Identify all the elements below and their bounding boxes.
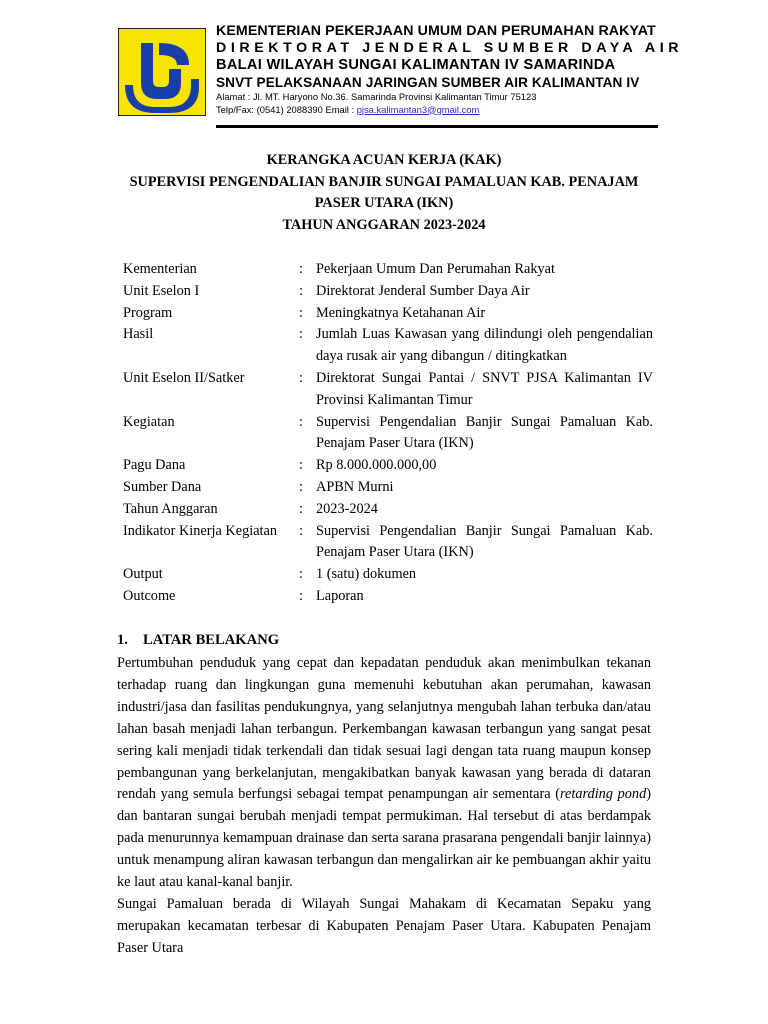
info-value: 1 (satu) dokumen bbox=[316, 566, 417, 583]
info-colon: : bbox=[299, 326, 303, 343]
paragraph-1-part-b: ) dan bantaran sungai berubah menjadi tempat permukiman. Hal tersebut di atas berdampak pada menurunnya kemampuan drainase dan serta sarana prasarana pengendali banjir lainnya) untuk menampung aliran kawasan terbangun dan mengalirkan air ke pembuangan akhir yaitu ke laut atau kanal-kanal banjir. bbox=[117, 786, 651, 891]
info-colon: : bbox=[299, 413, 303, 430]
info-row bbox=[123, 521, 653, 565]
info-key: Pagu Dana bbox=[123, 457, 186, 474]
info-key: Sumber Dana bbox=[123, 478, 202, 495]
section-body bbox=[117, 653, 651, 960]
info-key: Hasil bbox=[123, 326, 154, 343]
info-row bbox=[123, 303, 653, 325]
info-value: 2023-2024 bbox=[316, 500, 378, 517]
info-row bbox=[123, 281, 653, 303]
info-colon: : bbox=[299, 500, 303, 517]
info-key: Program bbox=[123, 304, 173, 321]
info-value: Laporan bbox=[316, 587, 364, 604]
info-colon: : bbox=[299, 369, 303, 386]
ministry-logo bbox=[118, 28, 206, 116]
info-key: Kegiatan bbox=[123, 413, 175, 430]
paragraph-1-part-a: Pertumbuhan penduduk yang cepat dan kepadatan penduduk akan menimbulkan tekanan terhadap ruang dan lingkungan guna memenuhi kebutuhan akan perumahan, kawasan industri/jasa dan fasilitas pendukungnya, yang selanjutnya mengubah lahan terbuka dan/atau lahan basah menjadi lahan terbangun. Perkembangan kawasan terbangun yang sangat pesat sering kali menjadi tidak terkendali dan tidak sesuai lagi dengan tata ruang maupun konsep pembangunan yang berkelanjutan, mengakibatkan banyak kawasan yang berada di dataran rendah yang semula berfungsi sebagai tempat penampungan air sementara ( bbox=[117, 655, 651, 803]
letterhead-email-link[interactable]: pjsa.kalimantan3@gmail.com bbox=[356, 103, 480, 115]
letterhead-divider bbox=[216, 125, 658, 128]
info-value: Supervisi Pengendalian Banjir Sungai Pamaluan Kab. Penajam Paser Utara (IKN) bbox=[316, 413, 653, 452]
info-row bbox=[123, 259, 653, 281]
info-row bbox=[123, 586, 653, 608]
info-value: Jumlah Luas Kawasan yang dilindungi oleh pengendalian daya rusak air yang dibangun / ditingkatkan bbox=[316, 326, 653, 365]
letterhead-balai: BALAI WILAYAH SUNGAI KALIMANTAN IV SAMARINDA bbox=[216, 57, 616, 73]
pu-logo-icon bbox=[119, 29, 205, 115]
title-line-3: PASER UTARA (IKN) bbox=[314, 195, 454, 211]
letterhead bbox=[112, 16, 684, 128]
info-colon: : bbox=[299, 566, 303, 583]
letterhead-ministry: KEMENTERIAN PEKERJAAN UMUM DAN PERUMAHAN RAKYAT bbox=[216, 23, 656, 39]
title-line-2: SUPERVISI PENGENDALIAN BANJIR SUNGAI PAMALUAN KAB. PENAJAM bbox=[129, 173, 639, 190]
info-value: Supervisi Pengendalian Banjir Sungai Pamaluan Kab. Penajam Paser Utara (IKN) bbox=[316, 522, 653, 561]
title-line-1: KERANGKA ACUAN KERJA (KAK) bbox=[266, 152, 502, 168]
info-value: Direktorat Sungai Pantai / SNVT PJSA Kalimantan IV Provinsi Kalimantan Timur bbox=[316, 369, 653, 408]
info-key: Indikator Kinerja Kegiatan bbox=[123, 522, 278, 539]
info-row bbox=[123, 477, 653, 499]
info-row bbox=[123, 324, 653, 368]
info-key: Output bbox=[123, 566, 163, 583]
letterhead-address: Alamat : Jl. MT. Haryono No.36. Samarinda Provinsi Kalimantan Timur 75123 bbox=[216, 91, 537, 102]
document-title bbox=[100, 150, 668, 236]
info-table bbox=[123, 259, 653, 608]
paragraph-1 bbox=[117, 653, 651, 894]
info-colon: : bbox=[299, 304, 303, 321]
info-value: Meningkatnya Ketahanan Air bbox=[316, 304, 486, 321]
section-heading bbox=[117, 629, 279, 651]
letterhead-contact bbox=[216, 104, 661, 117]
letterhead-text bbox=[216, 23, 684, 116]
info-key: Unit Eselon I bbox=[123, 282, 200, 299]
info-key: Kementerian bbox=[123, 261, 197, 277]
info-row bbox=[123, 499, 653, 521]
info-colon: : bbox=[299, 261, 303, 277]
paragraph-2: Sungai Pamaluan berada di Wilayah Sungai Mahakam di Kecamatan Sepaku yang merupakan kecamatan terbesar di Kabupaten Penajam Paser Utara. Kabupaten Penajam Paser Utara bbox=[117, 895, 651, 956]
letterhead-directorate: DIREKTORAT JENDERAL SUMBER DAYA AIR bbox=[216, 40, 684, 56]
info-key: Outcome bbox=[123, 587, 176, 604]
info-key: Unit Eselon II/Satker bbox=[123, 369, 245, 386]
info-key: Tahun Anggaran bbox=[123, 500, 218, 517]
info-row bbox=[123, 368, 653, 412]
info-colon: : bbox=[299, 457, 303, 474]
info-value: Direktorat Jenderal Sumber Daya Air bbox=[316, 282, 530, 299]
section-heading-text: LATAR BELAKANG bbox=[143, 632, 280, 648]
paragraph-1-italic: retarding pond bbox=[560, 786, 647, 803]
title-line-4: TAHUN ANGGARAN 2023-2024 bbox=[282, 216, 486, 233]
info-value: Rp 8.000.000.000,00 bbox=[316, 457, 437, 474]
info-colon: : bbox=[299, 587, 303, 604]
section-number: 1. bbox=[117, 632, 128, 648]
info-row bbox=[123, 455, 653, 477]
letterhead-phone: Telp/Fax: (0541) 2088390 Email : bbox=[216, 103, 357, 115]
info-row bbox=[123, 564, 653, 586]
info-row bbox=[123, 412, 653, 456]
info-value: APBN Murni bbox=[316, 478, 394, 495]
info-colon: : bbox=[299, 282, 303, 299]
info-value: Pekerjaan Umum Dan Perumahan Rakyat bbox=[316, 261, 556, 277]
info-colon: : bbox=[299, 522, 303, 539]
letterhead-snvt: SNVT PELAKSANAAN JARINGAN SUMBER AIR KALIMANTAN IV bbox=[216, 75, 640, 90]
info-colon: : bbox=[299, 478, 303, 495]
